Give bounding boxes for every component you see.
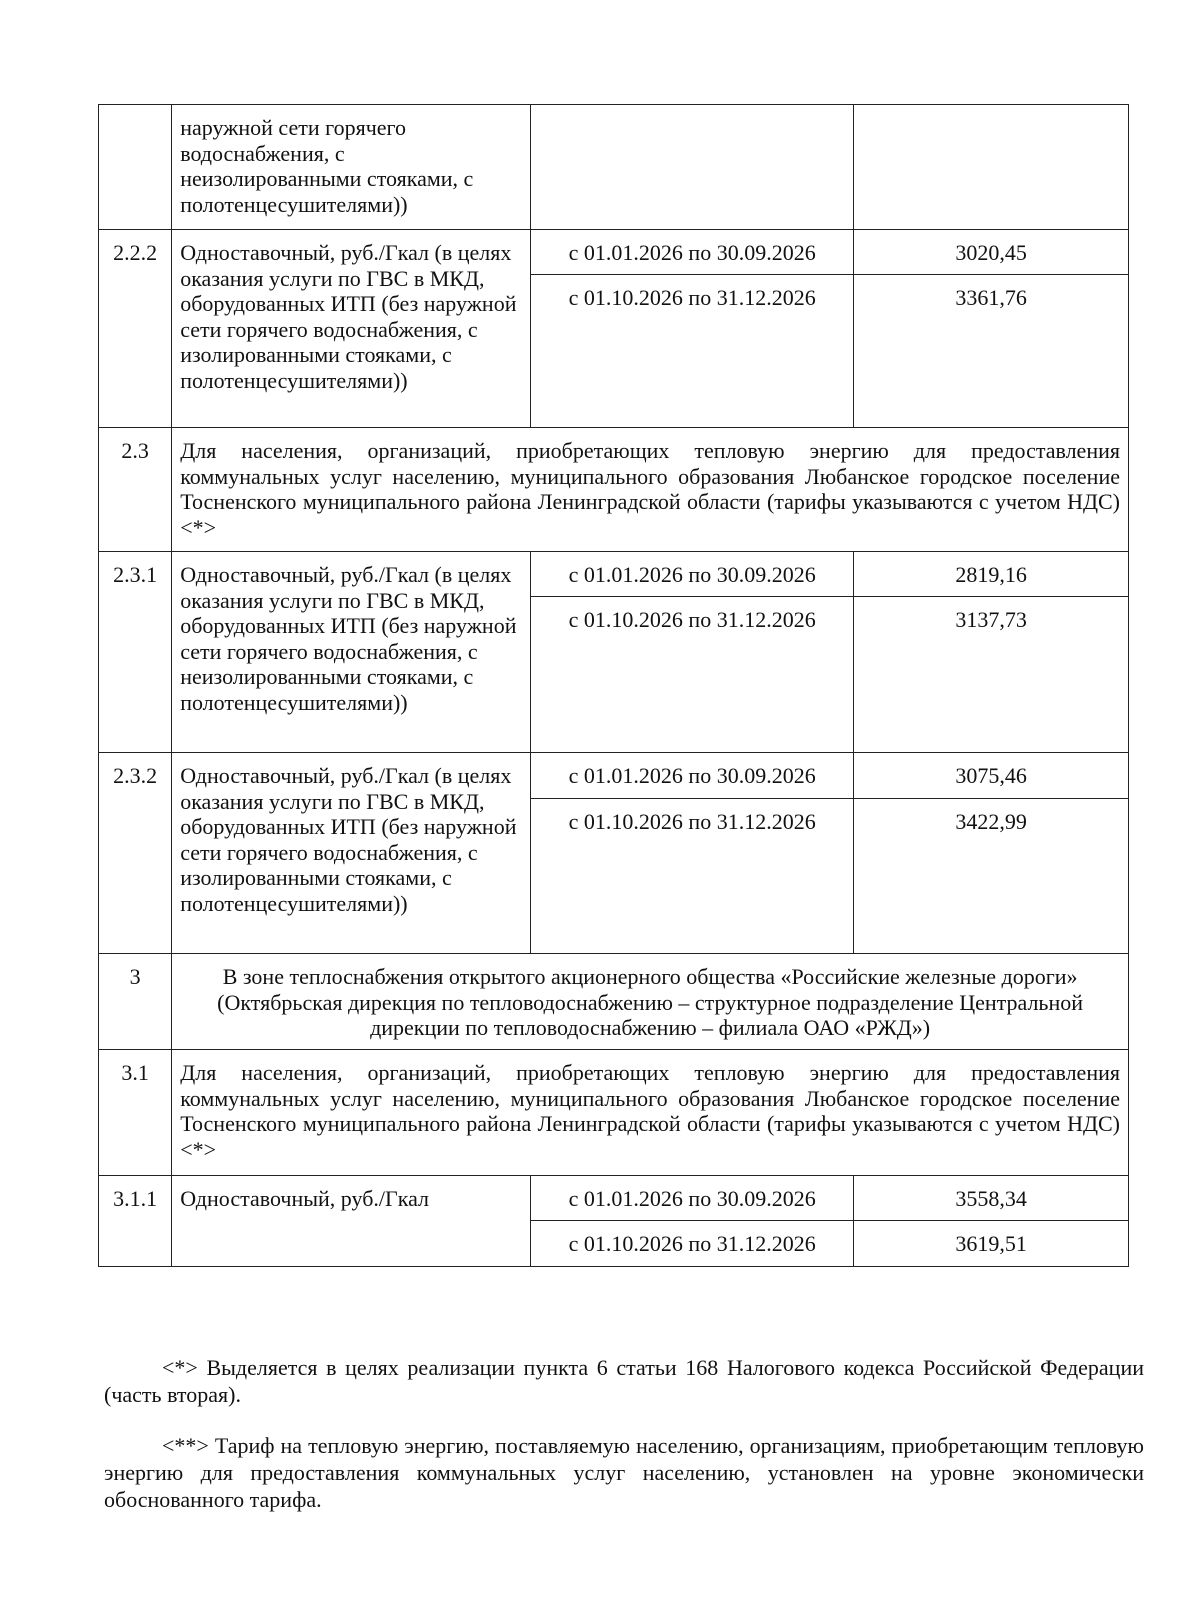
row-number-cell: [99, 105, 172, 230]
row-number-cell: 2.3.2: [99, 753, 172, 954]
period-cell: [531, 105, 854, 230]
footnote-text: <**> Тариф на тепловую энергию, поставляемую населению, организациям, приобретающим тепловую энергию для предоставления коммунальных услуг населению, установлен на уровне экономически обоснованного тарифа.: [104, 1433, 1144, 1512]
value-cell: 2819,16: [854, 552, 1129, 597]
row-description-cell: Одноставочный, руб./Гкал: [172, 1176, 531, 1267]
period-cell: с 01.01.2026 по 30.09.2026: [531, 753, 854, 799]
table-row-2-3-2: [99, 753, 1129, 799]
value-cell: [854, 105, 1129, 230]
section-heading-cell: Для населения, организаций, приобретающих тепловую энергию для предоставления коммунальных услуг населению, муниципального образования Любанское городское поселение Тосненского муниципального района Ленинградской области (тарифы указываются с учетом НДС) <*>: [172, 428, 1129, 552]
row-description-cell: Одноставочный, руб./Гкал (в целях оказания услуги по ГВС в МКД, оборудованных ИТП (без наружной сети горячего водоснабжения, с изолированными стояками, с полотенцесушителями)): [172, 230, 531, 428]
period-cell: с 01.10.2026 по 31.12.2026: [531, 1221, 854, 1267]
row-number-cell: 3: [99, 954, 172, 1050]
period-cell: с 01.10.2026 по 31.12.2026: [531, 275, 854, 428]
table-row-3: [99, 954, 1129, 1050]
section-heading-cell: В зоне теплоснабжения открытого акционерного общества «Российские железные дороги» (Октябрьская дирекция по тепловодоснабжению – структурное подразделение Центральной дирекции по тепловодоснабжению – филиала ОАО «РЖД»): [172, 954, 1129, 1050]
period-cell: с 01.01.2026 по 30.09.2026: [531, 1176, 854, 1221]
value-cell: 3020,45: [854, 230, 1129, 275]
row-description-cell: Одноставочный, руб./Гкал (в целях оказания услуги по ГВС в МКД, оборудованных ИТП (без наружной сети горячего водоснабжения, с изолированными стояками, с полотенцесушителями)): [172, 753, 531, 954]
period-cell: с 01.10.2026 по 31.12.2026: [531, 597, 854, 753]
value-cell: 3422,99: [854, 799, 1129, 954]
table-row-continuation: [99, 105, 1129, 230]
footnote-text: <*> Выделяется в целях реализации пункта 6 статьи 168 Налогового кодекса Российской Федерации (часть вторая).: [104, 1355, 1144, 1407]
value-cell: 3137,73: [854, 597, 1129, 753]
value-cell: 3361,76: [854, 275, 1129, 428]
period-cell: с 01.01.2026 по 30.09.2026: [531, 230, 854, 275]
value-cell: 3619,51: [854, 1221, 1129, 1267]
row-number-cell: 2.2.2: [99, 230, 172, 428]
table-row-2-2-2: [99, 230, 1129, 275]
table-row-3-1-1: [99, 1176, 1129, 1221]
row-number-cell: 2.3.1: [99, 552, 172, 753]
row-description-cell: Одноставочный, руб./Гкал (в целях оказания услуги по ГВС в МКД, оборудованных ИТП (без наружной сети горячего водоснабжения, с неизолированными стояками, с полотенцесушителями)): [172, 552, 531, 753]
footnote-vat: [104, 1354, 1144, 1408]
row-description-cell: наружной сети горячего водоснабжения, с неизолированными стояками, с полотенцесушителями)): [172, 105, 531, 230]
section-heading-cell: Для населения, организаций, приобретающих тепловую энергию для предоставления коммунальных услуг населению, муниципального образования Любанское городское поселение Тосненского муниципального района Ленинградской области (тарифы указываются с учетом НДС) <*>: [172, 1050, 1129, 1176]
value-cell: 3075,46: [854, 753, 1129, 799]
period-cell: с 01.10.2026 по 31.12.2026: [531, 799, 854, 954]
row-number-cell: 3.1.1: [99, 1176, 172, 1267]
value-cell: 3558,34: [854, 1176, 1129, 1221]
row-number-cell: 2.3: [99, 428, 172, 552]
footnote-tariff: [104, 1432, 1144, 1513]
table-row-2-3-1: [99, 552, 1129, 597]
period-cell: с 01.01.2026 по 30.09.2026: [531, 552, 854, 597]
tariff-table: [98, 104, 1129, 1267]
row-number-cell: 3.1: [99, 1050, 172, 1176]
table-row-2-3: [99, 428, 1129, 552]
table-row-3-1: [99, 1050, 1129, 1176]
